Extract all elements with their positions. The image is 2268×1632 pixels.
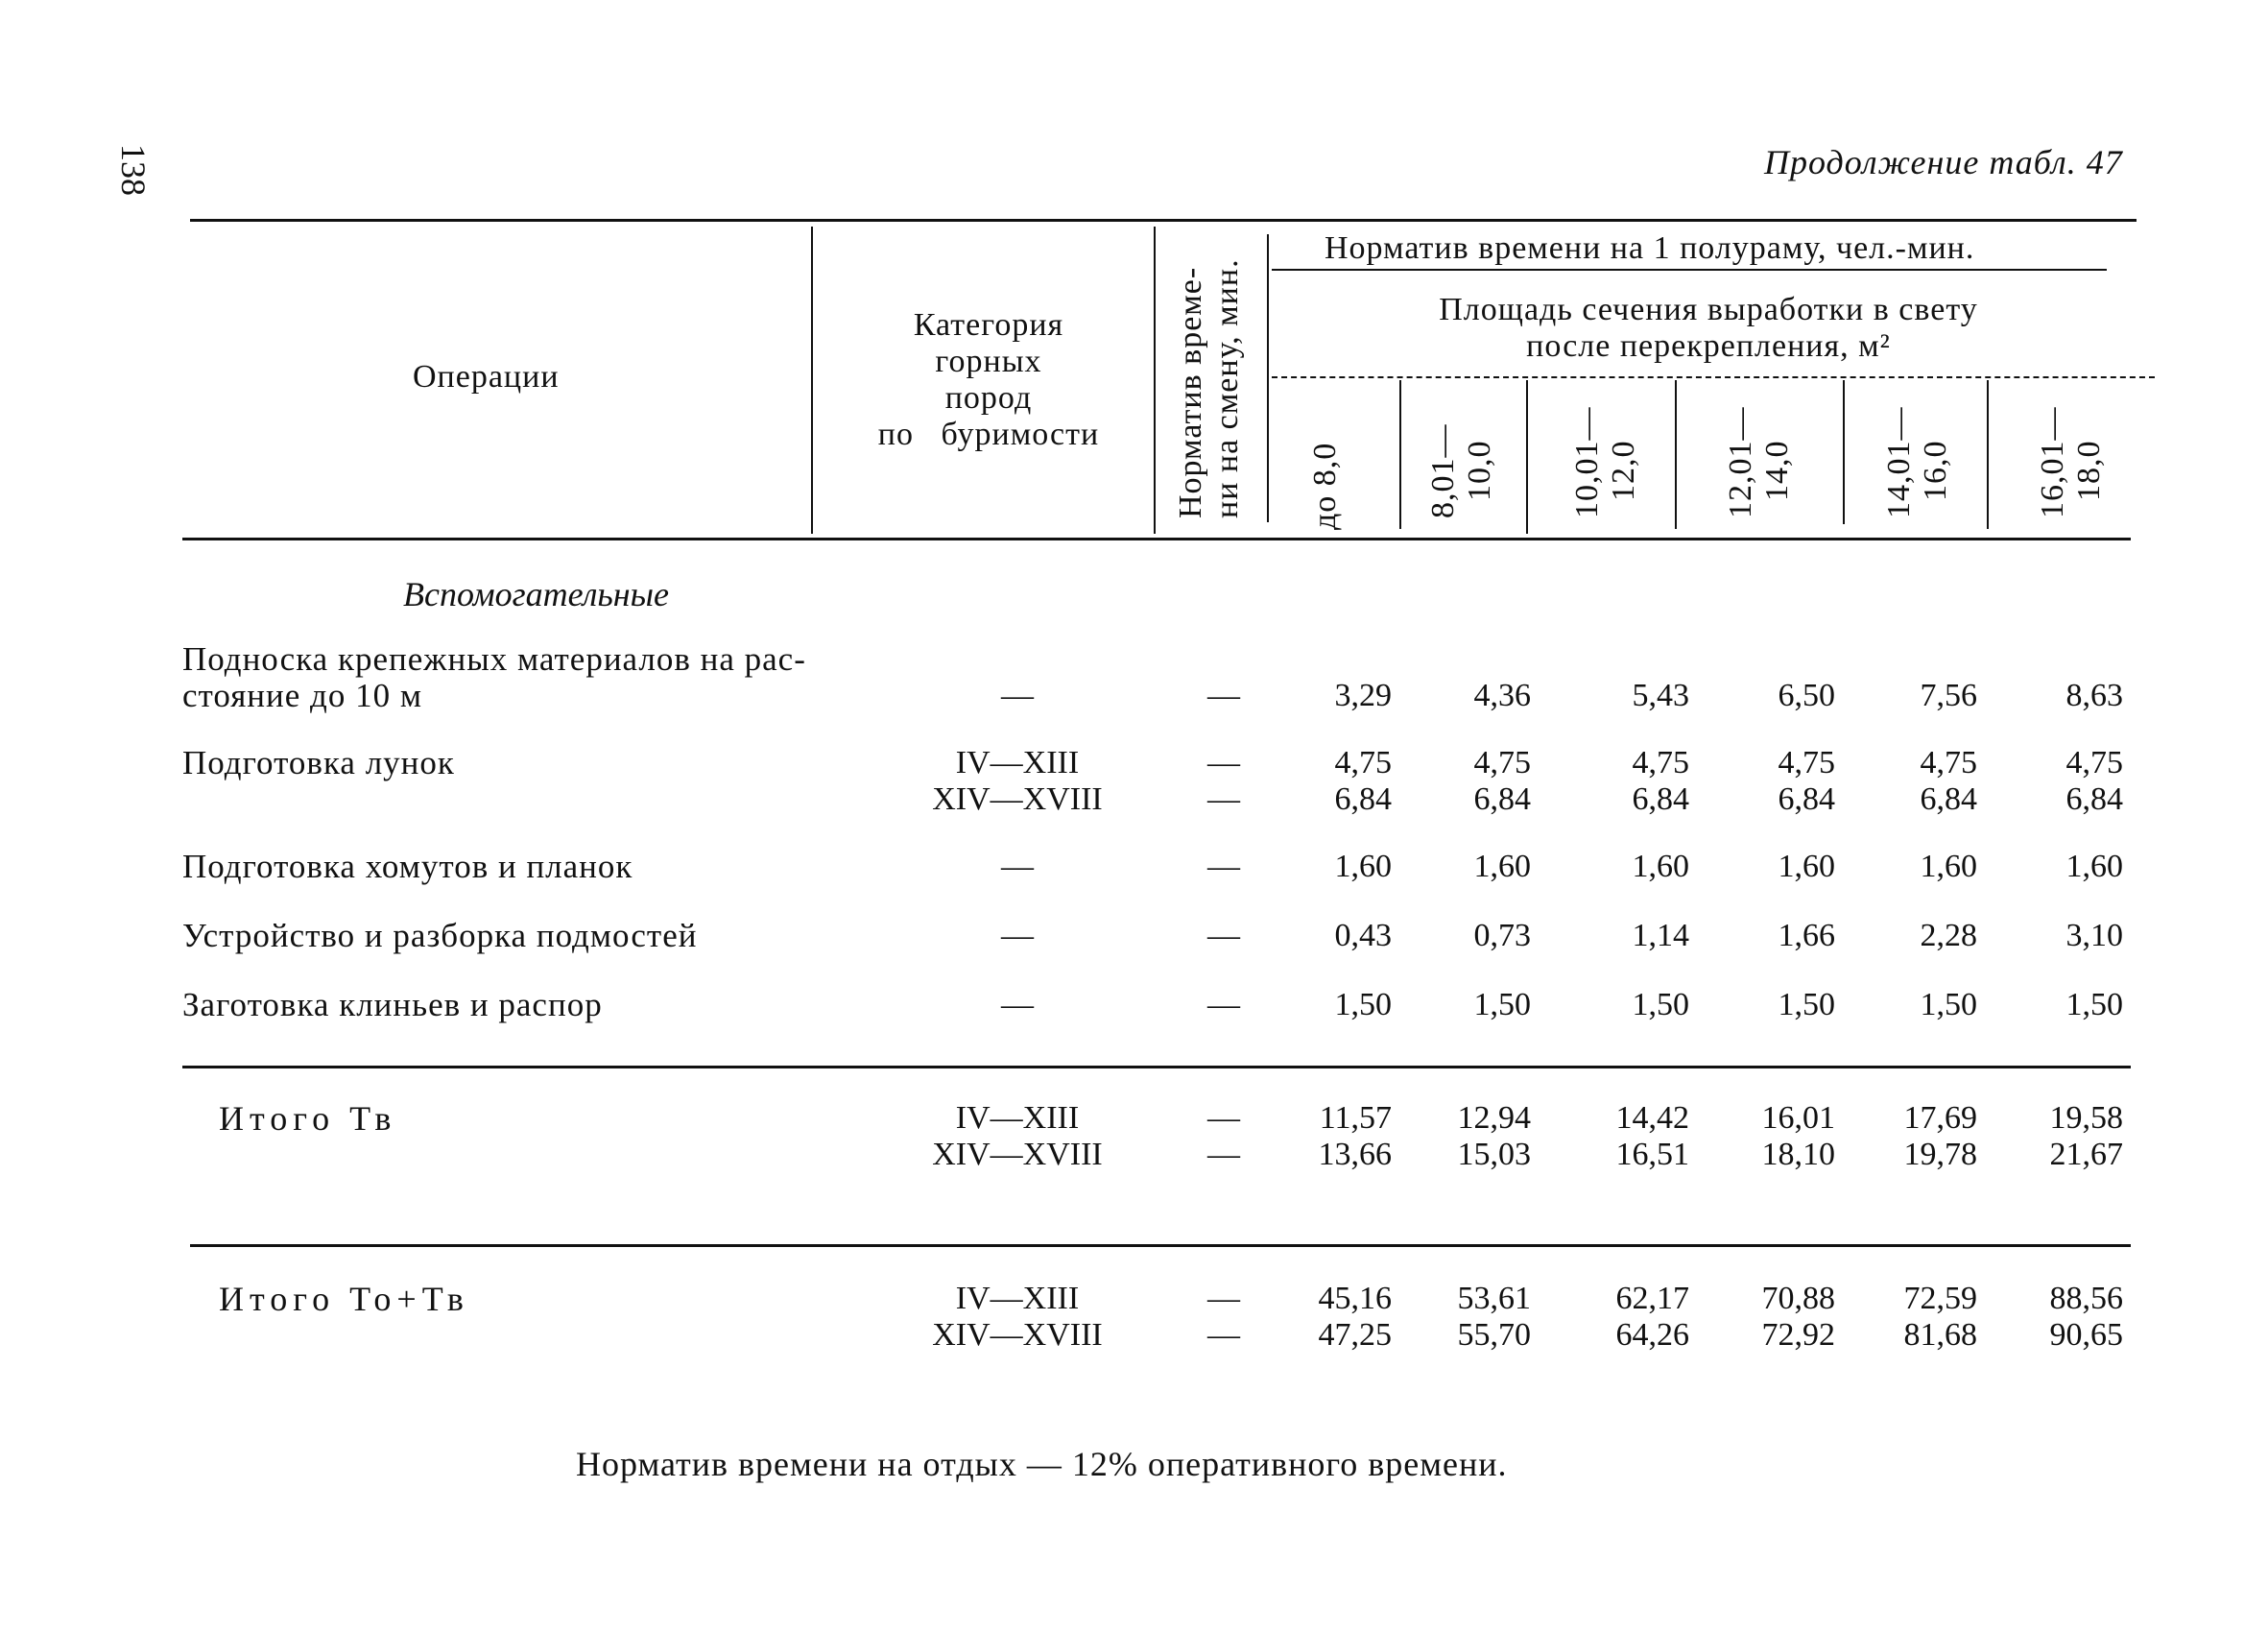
- area-col-header-2-line-1: 8,01—: [1425, 423, 1461, 518]
- table-row-operation-line: Подноска крепежных материалов на рас-: [182, 640, 806, 678]
- table-row-value: 6,50: [1778, 678, 1835, 713]
- table-row-value: 4,75: [1473, 745, 1531, 780]
- table-row-category: IV—XIII: [955, 745, 1080, 780]
- area-col-header-3-line-2: 12,0: [1606, 440, 1641, 501]
- area-title-line-1: Площадь сечения выработки в свету: [1439, 292, 1978, 327]
- table-row-value: 4,75: [2065, 745, 2123, 780]
- category-header: [845, 307, 1133, 453]
- table-row-value: 8,63: [2065, 678, 2123, 713]
- table-row-category: —: [1001, 918, 1034, 953]
- table-row-category: —: [1001, 849, 1034, 884]
- table-row-operation-line: Заготовка клиньев и распор: [182, 986, 603, 1023]
- area-col-header-6-line-2: 18,0: [2071, 440, 2107, 501]
- category-header-line-4: по буримости: [877, 417, 1100, 452]
- total-row-category: IV—XIII: [955, 1100, 1080, 1136]
- table-row-value: 1,14: [1632, 918, 1689, 953]
- total-row-value: 16,01: [1761, 1100, 1835, 1136]
- table-row-value: 1,60: [1778, 849, 1835, 884]
- section-title: Вспомогательные: [403, 575, 669, 613]
- table-row-category: XIV—XVIII: [932, 781, 1103, 817]
- table-row-operation-line: Подготовка хомутов и планок: [182, 848, 633, 885]
- total-row-value: 16,51: [1615, 1137, 1689, 1172]
- total-row-value: 90,65: [2049, 1317, 2123, 1353]
- table-top-rule: [190, 219, 2137, 222]
- table-row-value: 1,60: [1632, 849, 1689, 884]
- area-col-header-3: [1569, 407, 1642, 519]
- table-row-value: 7,56: [1920, 678, 1977, 713]
- table-row-value: 5,43: [1632, 678, 1689, 713]
- category-header-line-2: горных: [935, 344, 1042, 379]
- category-header-line-1: Категория: [913, 307, 1064, 343]
- total-row-value: 13,66: [1318, 1137, 1392, 1172]
- table-row-value: 1,50: [1334, 987, 1392, 1022]
- table-continuation-label: Продолжение табл. 47: [1764, 143, 2123, 181]
- table-row-value: 6,84: [1334, 781, 1392, 817]
- operations-header: Операции: [413, 359, 560, 395]
- rest-time-note: Норматив времени на отдых — 12% оперативного времени.: [576, 1445, 1508, 1483]
- area-col-header-6: [2035, 407, 2108, 519]
- total-row-value: 70,88: [1761, 1281, 1835, 1316]
- total-row-per-shift: —: [1207, 1137, 1240, 1172]
- table-row-value: 4,75: [1778, 745, 1835, 780]
- table-row-operation-line: стояние до 10 м: [182, 677, 423, 714]
- header-divider-2: [1154, 227, 1156, 534]
- table-row-value: 6,84: [1778, 781, 1835, 817]
- table-row-operation-line: Устройство и разборка подмостей: [182, 917, 698, 954]
- table-row-value: 1,66: [1778, 918, 1835, 953]
- area-col-header-4: [1723, 407, 1796, 519]
- table-row-operation-line: Подготовка лунок: [182, 744, 455, 781]
- table-row-value: 6,84: [1632, 781, 1689, 817]
- area-col-header-1: [1307, 443, 1344, 530]
- header-divider-8: [1987, 380, 1989, 529]
- total-row-value: 19,78: [1903, 1137, 1977, 1172]
- totals-rule-1: [182, 1066, 2131, 1068]
- table-row-value: 1,60: [1334, 849, 1392, 884]
- norm-title-header: Норматив времени на 1 полураму, чел.-мин.: [1325, 230, 1975, 266]
- table-row-value: 1,50: [2065, 987, 2123, 1022]
- table-row-value: 6,84: [1473, 781, 1531, 817]
- per-shift-header-line-1: Норматив време-: [1173, 266, 1208, 518]
- table-row-per-shift: —: [1207, 918, 1240, 953]
- table-row-value: 1,50: [1473, 987, 1531, 1022]
- area-col-header-4-line-1: 12,01—: [1723, 406, 1758, 518]
- table-row-value: 4,36: [1473, 678, 1531, 713]
- area-col-header-4-line-2: 14,0: [1759, 440, 1795, 501]
- area-col-header-5-line-1: 14,01—: [1881, 406, 1917, 518]
- area-col-header-5: [1881, 407, 1954, 519]
- table-row-per-shift: —: [1207, 987, 1240, 1022]
- table-row-value: 6,84: [2065, 781, 2123, 817]
- total-row-value: 15,03: [1457, 1137, 1531, 1172]
- area-title-line-2: после перекрепления, м²: [1526, 328, 1891, 364]
- area-title-header: [1401, 292, 2016, 365]
- table-row-value: 3,29: [1334, 678, 1392, 713]
- table-row-value: 3,10: [2065, 918, 2123, 953]
- totals-rule-2: [190, 1244, 2131, 1247]
- area-col-header-1-line-1: до 8,0: [1307, 442, 1343, 530]
- table-row-per-shift: —: [1207, 781, 1240, 817]
- table-row-value: 0,73: [1473, 918, 1531, 953]
- header-divider-5: [1526, 380, 1528, 534]
- total-row-value: 12,94: [1457, 1100, 1531, 1136]
- area-col-header-2-line-2: 10,0: [1462, 440, 1497, 501]
- total-row-category: XIV—XVIII: [932, 1137, 1103, 1172]
- table-row-value: 0,43: [1334, 918, 1392, 953]
- table-row-per-shift: —: [1207, 678, 1240, 713]
- per-shift-header: [1173, 258, 1246, 518]
- header-divider-6: [1675, 380, 1677, 529]
- area-title-rule: [1272, 376, 2155, 378]
- total-row-value: 55,70: [1457, 1317, 1531, 1353]
- total-row-value: 72,92: [1761, 1317, 1835, 1353]
- page-number: 138: [114, 144, 153, 196]
- total-row-value: 62,17: [1615, 1281, 1689, 1316]
- total-row-value: 88,56: [2049, 1281, 2123, 1316]
- per-shift-header-line-2: ни на смену, мин.: [1209, 258, 1245, 518]
- table-row-value: 1,60: [2065, 849, 2123, 884]
- table-row-value: 1,60: [1920, 849, 1977, 884]
- total-row-category: IV—XIII: [955, 1281, 1080, 1316]
- header-bottom-rule: [182, 538, 2131, 540]
- total-row-value: 64,26: [1615, 1317, 1689, 1353]
- area-col-header-6-line-1: 16,01—: [2035, 406, 2070, 518]
- header-divider-4: [1399, 380, 1401, 529]
- total-row-value: 18,10: [1761, 1137, 1835, 1172]
- table-row-value: 1,60: [1473, 849, 1531, 884]
- category-header-line-3: пород: [944, 380, 1033, 416]
- total-row-label: Итого Тв: [219, 1099, 397, 1138]
- total-row-value: 47,25: [1318, 1317, 1392, 1353]
- total-row-per-shift: —: [1207, 1100, 1240, 1136]
- table-row-category: —: [1001, 987, 1034, 1022]
- total-row-per-shift: —: [1207, 1317, 1240, 1353]
- total-row-value: 14,42: [1615, 1100, 1689, 1136]
- total-row-value: 53,61: [1457, 1281, 1531, 1316]
- table-row-value: 1,50: [1778, 987, 1835, 1022]
- total-row-category: XIV—XVIII: [932, 1317, 1103, 1353]
- total-row-value: 72,59: [1903, 1281, 1977, 1316]
- total-row-value: 81,68: [1903, 1317, 1977, 1353]
- area-col-header-2: [1425, 424, 1498, 519]
- table-row-per-shift: —: [1207, 745, 1240, 780]
- header-divider-7: [1843, 380, 1845, 524]
- area-col-header-5-line-2: 16,0: [1918, 440, 1953, 501]
- total-row-value: 19,58: [2049, 1100, 2123, 1136]
- total-row-per-shift: —: [1207, 1281, 1240, 1316]
- header-divider-1: [811, 227, 813, 534]
- table-row-value: 1,50: [1920, 987, 1977, 1022]
- table-row-category: —: [1001, 678, 1034, 713]
- table-row-value: 4,75: [1920, 745, 1977, 780]
- total-row-label: Итого То+Тв: [219, 1280, 469, 1318]
- table-row-value: 6,84: [1920, 781, 1977, 817]
- area-col-header-3-line-1: 10,01—: [1569, 406, 1605, 518]
- total-row-value: 45,16: [1318, 1281, 1392, 1316]
- header-divider-3: [1267, 234, 1269, 522]
- total-row-value: 21,67: [2049, 1137, 2123, 1172]
- table-row-value: 4,75: [1632, 745, 1689, 780]
- norm-title-rule: [1272, 269, 2107, 271]
- total-row-value: 11,57: [1319, 1100, 1392, 1136]
- table-row-value: 1,50: [1632, 987, 1689, 1022]
- total-row-value: 17,69: [1903, 1100, 1977, 1136]
- table-row-value: 4,75: [1334, 745, 1392, 780]
- table-row-per-shift: —: [1207, 849, 1240, 884]
- table-row-value: 2,28: [1920, 918, 1977, 953]
